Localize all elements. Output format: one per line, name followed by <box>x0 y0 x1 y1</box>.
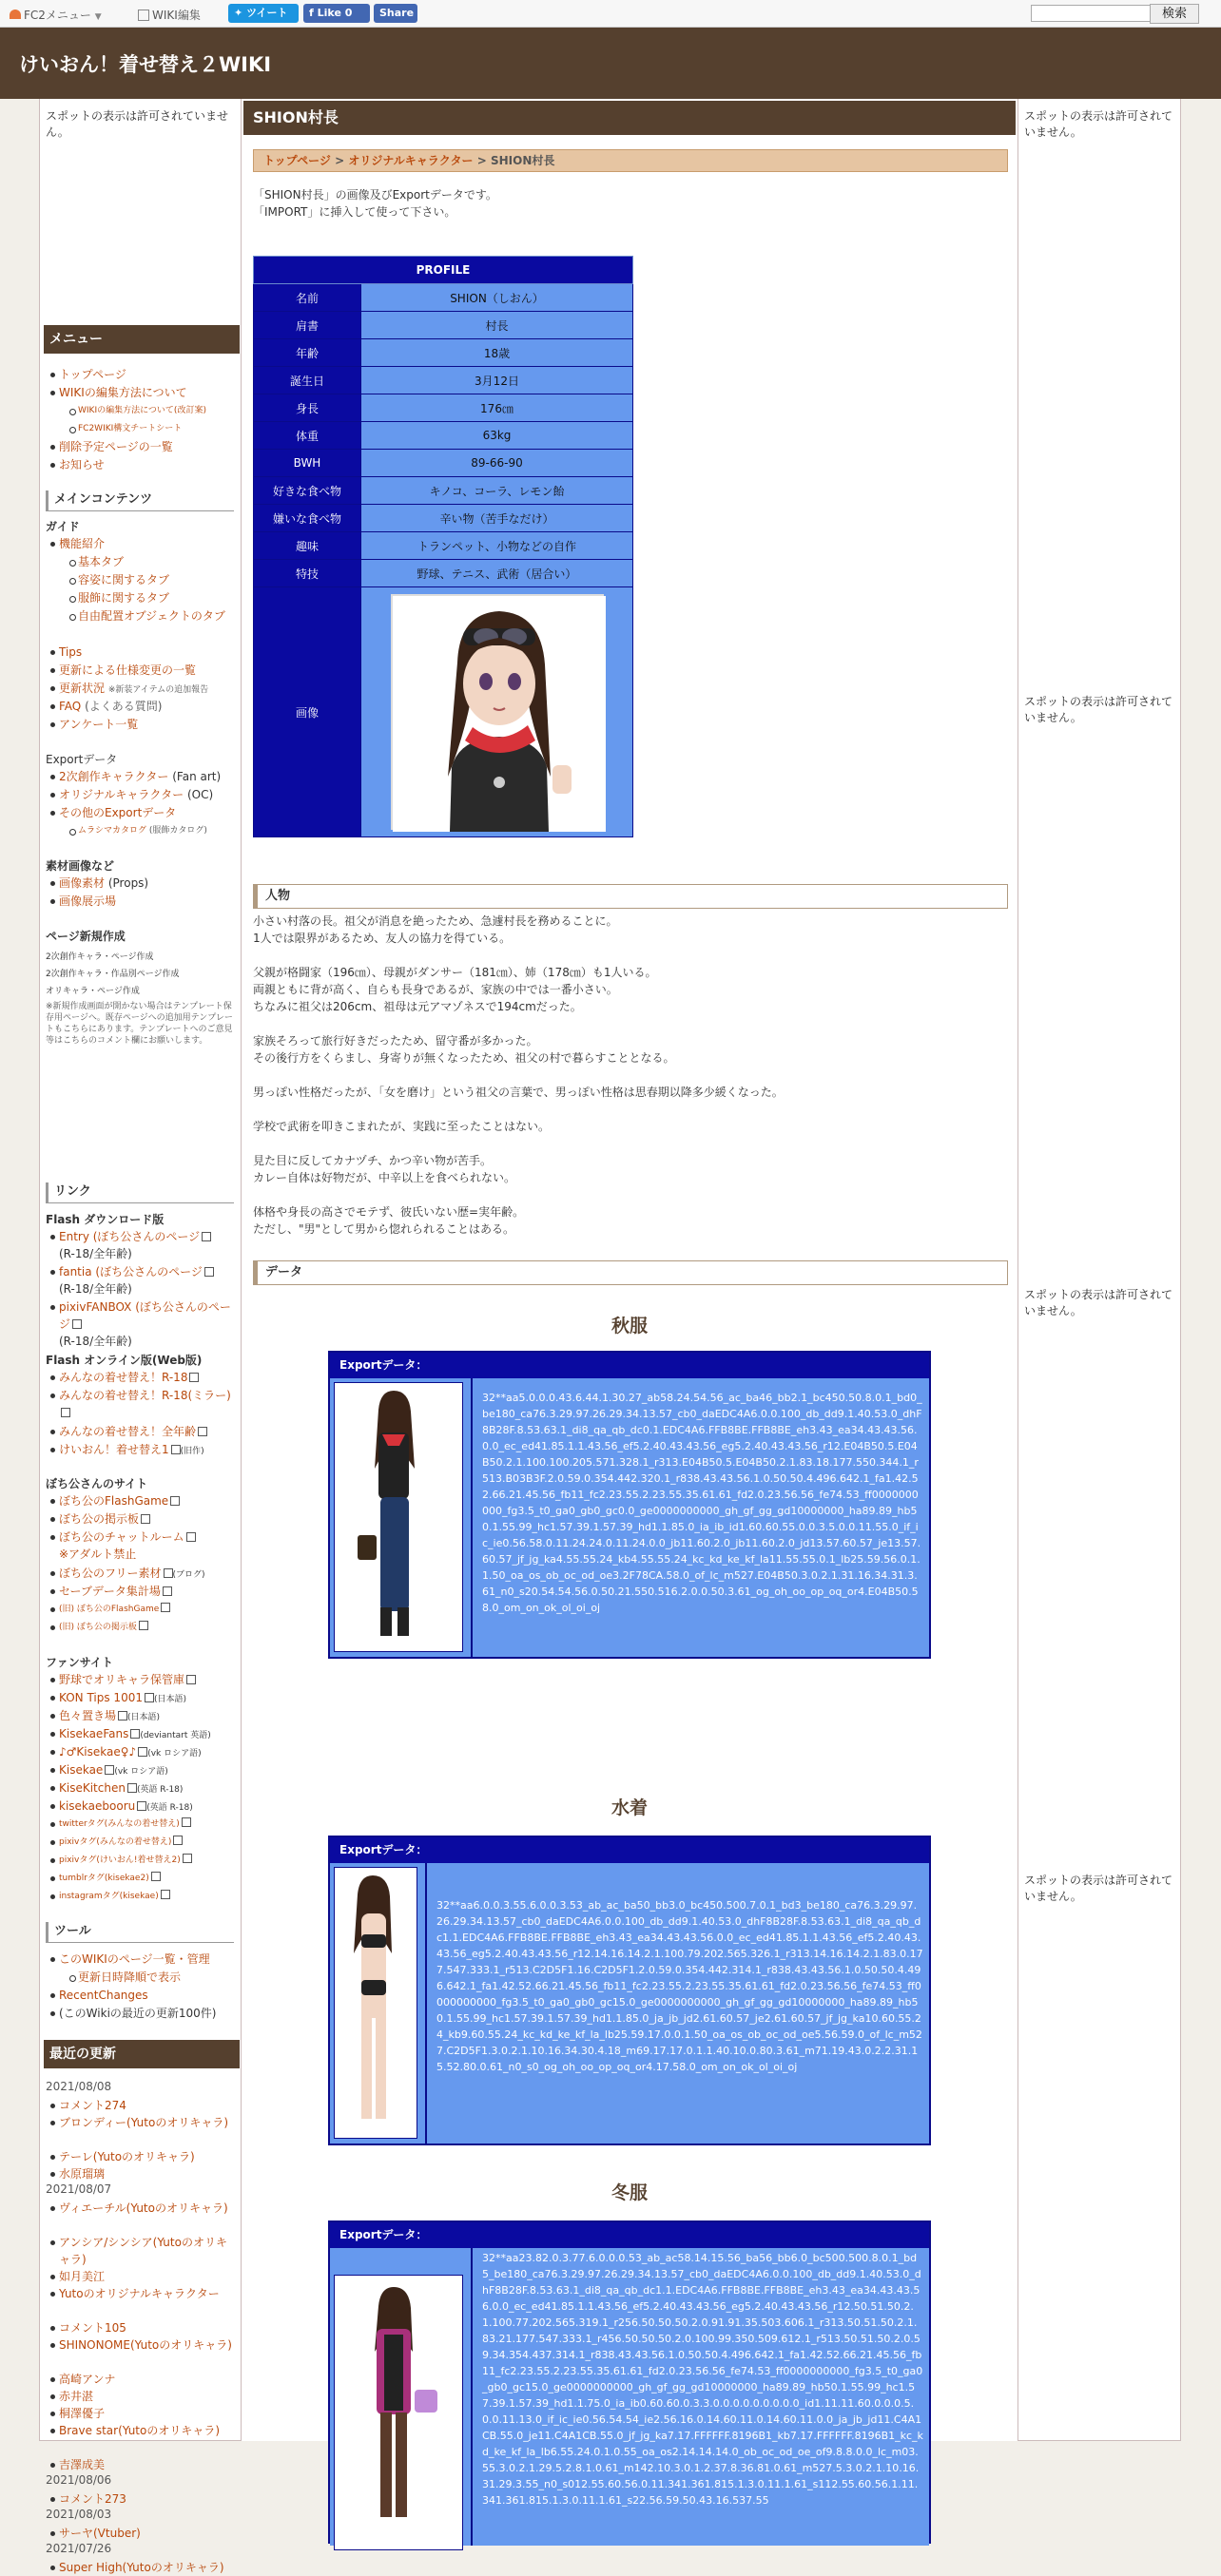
profile-value: キノコ、コーラ、レモン飴 <box>361 477 633 505</box>
profile-row <box>254 532 633 560</box>
menu-subitem-cheatsheet[interactable]: FC2WIKI構文チートシート <box>78 420 240 437</box>
link-fansite-kisekaebooru[interactable]: kisekaebooru (英語 R-18) <box>59 1797 236 1817</box>
link-fansite-kon-tips[interactable]: KON Tips 1001 (日本語) <box>59 1689 236 1708</box>
person-description <box>253 913 1004 1238</box>
profile-value: 辛い物（苦手なだけ） <box>361 505 633 532</box>
menu-item-news[interactable]: お知らせ <box>59 456 236 473</box>
profile-image-cell <box>361 587 633 837</box>
external-link-icon <box>198 1427 207 1436</box>
link-minna-r18-mirror[interactable]: みんなの着せ替え！R-18(ミラー) <box>59 1387 236 1421</box>
recent-date: 2021/08/03 <box>46 2508 112 2521</box>
person-line <box>253 1135 1004 1152</box>
export-label: Exportデータ： <box>339 1358 428 1372</box>
profile-title: PROFILE <box>254 257 633 284</box>
person-line: ちなみに祖父は206cm、祖母は元アマゾネスで194cmだった。 <box>253 1000 582 1013</box>
link-old-bbs[interactable]: (旧) ぼち公の掲示板 <box>59 1619 236 1636</box>
person-line: 家族そろって旅行好きだったため、留守番が多かった。 <box>253 1034 538 1048</box>
person-line: 両親ともに背が高く、自らも長身であるが、家族の中では一番小さい。 <box>253 983 618 996</box>
profile-key: 名前 <box>254 284 361 312</box>
ad-spot-placeholder: スポットの表示は許可されていません。 <box>1024 109 1173 139</box>
link-old-flashgame[interactable]: (旧) ぼち公のFlashGame <box>59 1601 236 1618</box>
recent-item[interactable]: 如月美江 <box>59 2268 236 2285</box>
link-minna-r18[interactable]: みんなの着せ替え！R-18 <box>59 1369 236 1386</box>
menu-subitem-face-tab[interactable]: 容姿に関するタブ <box>78 571 240 588</box>
link-bochi-chat[interactable]: ぼち公のチャットルーム ※アダルト禁止 <box>59 1528 236 1563</box>
tool-page-list[interactable]: このWIKIのページ一覧・管理 <box>59 1951 236 1968</box>
export-title-winter: 冬服 <box>610 2182 648 2203</box>
link-save-data[interactable]: セーブデータ集計場 <box>59 1583 236 1600</box>
profile-key: BWH <box>254 450 361 477</box>
link-fansite-iroiro[interactable]: 色々置き場 (日本語) <box>59 1707 236 1726</box>
external-link-icon <box>139 1621 148 1630</box>
person-line <box>253 1067 1004 1084</box>
menu-subitem-basic-tab[interactable]: 基本タブ <box>78 553 240 570</box>
link-fantia[interactable]: fantia (ぼち公さんのページ (R-18/全年齢) <box>59 1263 236 1298</box>
export-row <box>330 2248 929 2546</box>
recent-item[interactable]: 水原瑠璃 <box>59 2165 236 2182</box>
export-row <box>330 1378 929 1657</box>
export-heading: Exportデータ <box>46 753 118 766</box>
profile-value: 村長 <box>361 312 633 339</box>
profile-row <box>254 339 633 367</box>
outfit-autumn-image <box>335 1383 462 1651</box>
external-link-icon <box>186 1532 196 1542</box>
page-title: SHION村長 <box>243 101 1016 135</box>
ad-spot-placeholder: スポットの表示は許可されていません。 <box>46 109 229 139</box>
link-keion-1[interactable]: けいおん！着せ替え1 (旧作) <box>59 1441 236 1460</box>
menu-item-tips[interactable]: Tips <box>59 644 236 661</box>
profile-row <box>254 394 633 422</box>
recent-item[interactable]: 吉澤成美 <box>59 2456 236 2473</box>
recent-item[interactable]: 桐澤優子 <box>59 2405 236 2422</box>
profile-key: 肩書 <box>254 312 361 339</box>
recent-item[interactable]: コメント273 <box>59 2490 236 2508</box>
link-minna-all-ages[interactable]: みんなの着せ替え！全年齢 <box>59 1423 236 1440</box>
profile-key: 特技 <box>254 560 361 587</box>
export-divider <box>471 1378 473 1657</box>
profile-key: 嫌いな食べ物 <box>254 505 361 532</box>
external-link-icon <box>202 1232 211 1241</box>
menu-heading: メニュー <box>44 325 240 354</box>
profile-value: 63kg <box>361 422 633 450</box>
menu-item-top[interactable]: トップページ <box>59 366 236 383</box>
link-fansite-kisekae[interactable]: Kisekae (vk ロシア語) <box>59 1761 236 1780</box>
person-line <box>253 1186 1004 1203</box>
export-code-winter[interactable]: 32**aa23.82.0.3.77.6.0.0.0.53_ab_ac58.14.15.56_ba56_bb6.0_bc500.500.8.0.1_bd5_be180_ca76.3.29.97.26.29.34.13.57_cb0_daEDC4A6.0.0.100_db_dd9.1.40.53.0_dhF8B28F.8.53.63.1_di8_qa_qb_dc1.1.EDC4A6.FFB8BE.FFB8BE_eh3.43_ea34.43.43.56.0.0_ec_ed41.85.1.1.43.56_ef5.2.40.43.43.56_eg5.2.40.43.43.56_r12.50.51.50.2.1.100.77.202.565.319.1_r256.50.50.50.2.0.91.91.35.503.606.1_r313.50.51.50.2.1.83.21.177.547.333.1_r456.50.50.50.2.0.100.99.350.509.612.1_r513.50.51.50.2.0.59.34.354.437.314.1_r838.43.43.56.1.0.50.50.4.496.642.1_fa1.42.52.66.21.45.56_fb11_fc2.23.55.2.23.55.35.61.61_fd2.0.23.56.56_fe74.53_ff0000000000_fg3.5_t0_ga0_gb0_gc15.0_ge0000000000_gh_gf_gg_gd10000000_ha89.89_hb50.1.55.99_hc1.57.39.1.57.39_hd1.1.75.0_ia_ib0.60.60.0.3.3.0.0.0.0.0.0.0.0.0_id1.11.11.60.0.0.0.5.0.0.11.13.0_if_ic_ie0.56.54.54_ie2.56.16.0.14.60.11.0.14.60.11.0.0_ja_jb_jd11.C4A1CB.55.0_je11.C4A1CB.55.0_jf_jg_ka7.17.FFFFFF.8196B1_kb7.17.FFFFFF.8196B1_kc_kd_ke_kf_la_lb6.55.24.0.1.0.55_oa_os2.14.14.14.0_ob_oc_od_oe_of9.8.8.0.0_lc_m03.55.3.0.2.1.29.5.2.8.1.0.61_m142.10.3.0.1.2.37.8.36.81.0.61_m527.5.3.0.2.1.10.16.31.29.3.55_n0_s012.55.60.56.0.11.341.361.815.1.3.0.11.1.61_s112.55.60.56.1.11.341.361.815.1.3.0.11.1.61_s22.56.59.50.43.16.537.55 <box>482 2252 923 2507</box>
left-sidebar <box>39 99 242 2574</box>
menu-subitem-clothes-tab[interactable]: 服飾に関するタブ <box>78 589 240 606</box>
fc2-menu-button[interactable]: FC2メニュー ▼ <box>10 7 102 23</box>
new-page-note: ※新規作成画面が開かない場合はテンプレート保存用ページへ。既存ページへの追加用テンプレートもこちらにあります。テンプレートへのご意見等はこちらのコメント欄にお願いします。 <box>46 1002 233 1046</box>
breadcrumb-oc[interactable]: オリジナルキャラクター <box>348 154 474 167</box>
external-link-icon <box>204 1267 214 1277</box>
export-code-autumn[interactable]: 32**aa5.0.0.0.43.6.44.1.30.27_ab58.24.54.56_ac_ba46_bb2.1_bc450.50.8.0.1_bd0_be180_ca76.3.29.97.26.29.34.13.57_cb0_daEDC4A6.0.0.100_db_dd9.1.40.53.0_dhF8B28F.8.53.63.1_di8_qa_qb_dc0.1.EDC4A6.FFB8BE.FFB8BE_eh3.43_ea34.43.43.56.0.0_ec_ed41.85.1.1.43.56_ef5.2.40.43.43.56_eg5.2.40.43.43.56_r12.E04B50.5.E04B50.2.1.100.100.205.571.328.1_r313.E04B50.5.E04B50.2.1.83.18.177.550.344.1_r513.B03B3F.2.0.59.0.354.442.320.1_r838.43.43.56.1.0.50.50.4.496.642.1_fa1.42.52.66.21.45.56_fb11_fc2.23.55.2.23.55.35.61.61_fd2.0.23.56.56_fe74.53_ff0000000000_fg3.5_t0_ga0_gb0_gc0.0_ge0000000000_gh_gf_gg_gd10000000_ha89.89_hb50.1.55.99_hc1.57.39.1.57.39_hd1.1.85.0_ia_ib_id1.60.60.55.0.0.3.5.0.0.11.55.0_if_ic_ie0.56.58.0.11.24.24.0.11.24.0.0_jb11.60.2.0_jb11.60.2.0_jd13.57.60.57_je13.57.60.57_jf_jg_ka4.55.55.24_kb4.55.55.24_kc_kd_ke_kf_la11.55.55.0.1_lb25.59.56.0.1.1.50_oa_os_ob_oc_od_oe3.2F78CA.58.0_of_lc_m527.E04B50.3.0.2.1.31.16.34.31.3.61_n0_s20.54.54.56.0.50.21.550.516.2.0.0.50.3.61_og_oh_oo_op_oq_or4.E04B50.58.0_om_on_ok_ol_oi_oj <box>482 1392 922 1614</box>
profile-value: 野球、テニス、武術（居合い） <box>361 560 633 587</box>
external-link-icon <box>163 1586 172 1596</box>
profile-row <box>254 367 633 394</box>
ad-spot-placeholder: スポットの表示は許可されていません。 <box>1024 1288 1173 1317</box>
link-twitter-tag[interactable]: twitterタグ(みんなの着せ替え) <box>59 1816 236 1833</box>
recent-item[interactable]: SHINONOME(Yutoのオリキャラ) <box>59 2336 236 2354</box>
profile-value: 176㎝ <box>361 394 633 422</box>
site-header <box>0 28 1221 99</box>
new-page-heading: ページ新規作成 <box>46 930 126 943</box>
menu-item-delete-list[interactable]: 削除予定ページの一覧 <box>59 438 236 455</box>
link-pixiv-tag-keion[interactable]: pixivタグ(けいおん!着せ替え2) <box>59 1852 236 1869</box>
export-box-swimsuit <box>328 1836 931 2145</box>
thumbs-up-icon: f <box>309 7 314 19</box>
profile-key: 身長 <box>254 394 361 422</box>
profile-key-image: 画像 <box>254 587 361 837</box>
recent-item[interactable]: ヴィエーチル(Yutoのオリキャラ) <box>59 2200 236 2217</box>
export-code-swimsuit[interactable]: 32**aa6.0.0.3.55.6.0.0.3.53_ab_ac_ba50_bb3.0_bc450.500.7.0.1_bd3_be180_ca76.3.29.97.26.29.34.13.57_cb0_daEDC4A6.0.0.100_db_dd9.1.40.53.0_dhF8B28F.8.53.63.1_di8_qa_qb_dc1.1.EDC4A6.FFB8BE.FFB8BE_eh3.43_ea34.43.43.56.0.0_ec_ed41.85.1.1.43.56_ef5.2.40.43.43.56_eg5.2.40.43.43.56_r12.14.16.14.2.1.100.79.202.565.326.1_r313.14.16.14.2.1.83.0.177.547.333.1_r513.C2D5F1.16.C2D5F1.2.0.59.0.354.442.314.1_r838.43.43.56.1.0.50.50.4.496.642.1_fa1.42.52.66.21.45.56_fb11_fc2.23.55.2.23.55.35.61.61_fd2.0.23.56.56_fe74.53_ff0000000000_fg3.5_t0_ga0_gb0_gc15.0_ge0000000000_gh_gf_gg_gd10000000_ha89.89_hb50.1.55.99_hc1.57.39.1.57.39_hd1.1.85.0_ja_jb_jd2.61.60.57_je2.61.60.57_jf_jg_ka10.60.55.24_kb9.60.55.24_kc_kd_ke_kf_la_lb25.59.17.0.0.1.50_oa_os_ob_oc_od_oe5.56.59.0_of_lc_m527.C2D5F1.3.0.2.1.10.16.34.30.4.18_m69.17.17.0.1.1.40.10.0.80.3.61_m71.19.43.0.2.2.31.15.52.80.0.61_n0_s0_og_oh_oo_op_oq_or4.17.58.0_om_on_ok_ol_oi_oj <box>436 1899 923 2073</box>
breadcrumb-current: SHION村長 <box>490 154 555 167</box>
recent-updates-heading: 最近の更新 <box>44 2040 240 2068</box>
profile-row <box>254 284 633 312</box>
recent-date: 2021/08/07 <box>46 2182 112 2196</box>
menu-subitem-edit-revision[interactable]: WIKIの編集方法について(改訂案) <box>78 402 240 419</box>
export-image-winter <box>334 2275 463 2550</box>
character-portrait-image <box>393 596 606 832</box>
flash-download-heading: Flash ダウンロード版 <box>46 1213 165 1226</box>
tools-heading: ツール <box>46 1922 234 1943</box>
external-link-icon <box>137 1801 146 1811</box>
profile-row <box>254 312 633 339</box>
profile-value: 3月12日 <box>361 367 633 394</box>
profile-key: 趣味 <box>254 532 361 560</box>
tool-sort-updated[interactable]: 更新日時降順で表示 <box>78 1969 240 1986</box>
intro-line-2: 「IMPORT」に挿入して使って下さい。 <box>253 205 456 219</box>
external-link-icon <box>171 1445 181 1454</box>
fc2-logo-icon <box>10 10 21 19</box>
search-button[interactable]: 検索 <box>1150 4 1199 24</box>
export-title-swimsuit: 水着 <box>610 1797 648 1818</box>
person-line: 体格や身長の高さでモテず、彼氏いない歴=実年齢。 <box>253 1205 525 1219</box>
new-page-oc-link[interactable]: オリキャラ・ページ作成 <box>46 987 140 996</box>
link-fansite-kisekitchen[interactable]: KiseKitchen (英語 R-18) <box>59 1779 236 1798</box>
recent-date: 2021/08/06 <box>46 2473 112 2487</box>
main-content <box>242 99 1018 2507</box>
material-heading: 素材画像など <box>46 859 115 873</box>
profile-key: 体重 <box>254 422 361 450</box>
external-link-icon <box>161 1890 170 1899</box>
link-pixiv-tag-minna[interactable]: pixivタグ(みんなの着せ替え) <box>59 1834 236 1851</box>
flash-online-heading: Flash オンライン版(Web版) <box>46 1354 203 1367</box>
external-link-icon <box>105 1765 114 1775</box>
person-line: 男っぽい性格だったが、「女を磨け」という祖父の言葉で、男っぽい性格は思春期以降多少緩くなった。 <box>253 1086 784 1099</box>
recent-item[interactable]: コメント105 <box>59 2319 236 2336</box>
export-title-autumn: 秋服 <box>610 1316 648 1336</box>
profile-key: 誕生日 <box>254 367 361 394</box>
recent-item[interactable]: Super High(Yutoのオリキャラ) <box>59 2559 236 2576</box>
export-image-swimsuit <box>334 1867 417 2139</box>
link-pixivfanbox[interactable]: pixivFANBOX (ぼち公さんのページ (R-18/全年齢) <box>59 1298 236 1350</box>
profile-value: 18歳 <box>361 339 633 367</box>
export-row <box>330 1863 929 2143</box>
external-link-icon <box>145 1693 154 1702</box>
person-heading: 人物 <box>253 884 1008 909</box>
site-title[interactable]: けいおん！着せ替え２WIKI <box>19 53 272 76</box>
profile-value: トランペット、小物などの自作 <box>361 532 633 560</box>
external-link-icon <box>138 1747 147 1757</box>
recent-date: 2021/07/26 <box>46 2542 112 2555</box>
external-link-icon <box>141 1514 150 1524</box>
person-line <box>253 947 1004 964</box>
export-box-autumn <box>328 1351 931 1659</box>
ad-spot-placeholder: スポットの表示は許可されていません。 <box>1024 1874 1173 1903</box>
recent-item[interactable]: 赤井湛 <box>59 2388 236 2405</box>
external-link-icon <box>182 1817 191 1827</box>
intro-line-1: 「SHION村長」の画像及びExportデータです。 <box>253 188 497 202</box>
menu-item-features[interactable]: 機能紹介 <box>59 535 236 552</box>
person-line: カレー自体は好物だが、中辛以上を食べられない。 <box>253 1171 516 1184</box>
person-line <box>253 1015 1004 1032</box>
twitter-bird-icon: ✦ <box>234 7 243 19</box>
ad-spot-placeholder: スポットの表示は許可されていません。 <box>1024 695 1173 724</box>
menu-item-fanart[interactable]: 2次創作キャラクター (Fan art) <box>59 768 236 785</box>
tweet-button[interactable]: ✦ ツイート <box>228 4 299 23</box>
pencil-icon <box>138 10 149 21</box>
menu-item-update-list[interactable]: 更新による仕様変更の一覧 <box>59 662 236 679</box>
profile-key: 好きな食べ物 <box>254 477 361 505</box>
export-label: Exportデータ： <box>339 1843 428 1856</box>
facebook-share-button[interactable]: Share <box>374 4 417 23</box>
person-line <box>253 1101 1004 1118</box>
caret-down-icon: ▼ <box>94 12 102 22</box>
profile-value: SHION（しおん） <box>361 284 633 312</box>
outfit-winter-image <box>335 2276 462 2549</box>
external-link-icon <box>118 1711 127 1721</box>
character-portrait <box>391 594 604 830</box>
person-line: 1人では限界があるため、友人の協力を得ている。 <box>253 932 512 945</box>
link-tumblr-tag[interactable]: tumblrタグ(kisekae2) <box>59 1870 236 1887</box>
link-fansite-kisekaefans[interactable]: KisekaeFans (deviantart 英語) <box>59 1725 236 1744</box>
person-line: 小さい村落の長。祖父が消息を絶ったため、急遽村長を務めることに。 <box>253 914 618 928</box>
export-label: Exportデータ： <box>339 2228 428 2241</box>
external-link-icon <box>161 1603 170 1612</box>
recent-item[interactable]: Yutoのオリジナルキャラクター <box>59 2285 236 2302</box>
export-image-autumn <box>334 1382 463 1652</box>
wiki-edit-button[interactable]: WIKI編集 <box>138 7 201 23</box>
link-bochi-free-material[interactable]: ぼち公のフリー素材 (ブログ) <box>59 1565 236 1584</box>
menu-item-gallery[interactable]: 画像展示場 <box>59 893 236 910</box>
tool-recentchanges[interactable]: RecentChanges <box>59 1987 236 2004</box>
external-link-icon <box>72 1319 82 1329</box>
breadcrumb: トップページ > オリジナルキャラクター > SHION村長 <box>253 149 1008 172</box>
menu-item-faq[interactable]: FAQ (よくある質問) <box>59 698 236 715</box>
recent-item[interactable]: アンシア/シンシア(Yutoのオリキャラ) <box>59 2234 236 2268</box>
link-entry[interactable]: Entry (ぼち公さんのページ (R-18/全年齢) <box>59 1228 236 1262</box>
profile-table <box>253 256 633 837</box>
export-box-winter <box>328 2220 931 2544</box>
bochi-heading: ぼち公さんのサイト <box>46 1477 148 1490</box>
profile-row <box>254 505 633 532</box>
main-contents-heading: メインコンテンツ <box>46 490 234 511</box>
recent-item[interactable]: テーレ(Yutoのオリキャラ) <box>59 2148 236 2165</box>
profile-row <box>254 450 633 477</box>
profile-key: 年齢 <box>254 339 361 367</box>
profile-row <box>254 477 633 505</box>
person-line: 学校で武術を叩きこまれたが、実践に至ったことはない。 <box>253 1120 551 1133</box>
facebook-like-button[interactable]: f Like 0 <box>303 4 370 23</box>
person-line: 父親が格闘家（196㎝）、母親がダンサー（181㎝）、姉（178㎝）も1人いる。 <box>253 966 657 979</box>
links-heading: リンク <box>46 1182 234 1203</box>
recent-item[interactable]: サーヤ(Vtuber) <box>59 2525 236 2542</box>
link-instagram-tag[interactable]: instagramタグ(kisekae) <box>59 1888 236 1905</box>
breadcrumb-top[interactable]: トップページ <box>263 154 331 167</box>
link-fansite-kisekae-vk[interactable]: ♪♂Kisekae♀♪ (vk ロシア語) <box>59 1743 236 1762</box>
external-link-icon <box>151 1872 161 1881</box>
external-link-icon <box>130 1729 140 1739</box>
external-link-icon <box>183 1854 192 1863</box>
external-link-icon <box>186 1675 196 1684</box>
fc2-toolbar <box>0 0 1221 28</box>
recent-item[interactable]: ブロンディー(Yutoのオリキャラ) <box>59 2114 236 2131</box>
tool-recentchanges-note: (このWikiの最近の更新100件) <box>59 2005 236 2022</box>
recent-date: 2021/08/08 <box>46 2080 112 2093</box>
menu-subitem-catalog[interactable]: ムラシマカタログ (服飾カタログ) <box>78 822 240 839</box>
menu-item-survey[interactable]: アンケート一覧 <box>59 716 236 733</box>
recent-item[interactable]: Brave star(Yutoのオリキャラ) <box>59 2422 236 2439</box>
guide-heading: ガイド <box>46 520 80 533</box>
external-link-icon <box>127 1783 137 1793</box>
recent-item[interactable]: コメント274 <box>59 2097 236 2114</box>
data-heading: データ <box>253 1260 1008 1285</box>
person-line: ただし、"男"として男から惚れられることはある。 <box>253 1222 515 1236</box>
new-page-fanart-link[interactable]: 2次創作キャラ・ページ作成 <box>46 952 154 962</box>
person-line: 見た目に反してカナヅチ、かつ辛い物が苦手。 <box>253 1154 493 1167</box>
recent-item[interactable]: 高崎アンナ <box>59 2371 236 2388</box>
right-sidebar <box>1018 99 1181 2441</box>
external-link-icon <box>164 1568 173 1578</box>
menu-item-other-export[interactable]: その他のExportデータ <box>59 804 236 821</box>
link-bochi-bbs[interactable]: ぼち公の掲示板 <box>59 1510 236 1528</box>
external-link-icon <box>173 1836 183 1845</box>
link-bochi-flashgame[interactable]: ぼち公のFlashGame <box>59 1492 236 1509</box>
export-divider <box>425 1863 427 2143</box>
menu-item-wiki-edit[interactable]: WIKIの編集方法について <box>59 384 236 401</box>
profile-value: 89-66-90 <box>361 450 633 477</box>
menu-item-update-status[interactable]: 更新状況 ※新装アイテムの追加報告 <box>59 680 236 699</box>
fansite-heading: ファンサイト <box>46 1656 113 1669</box>
menu-item-oc[interactable]: オリジナルキャラクター (OC) <box>59 786 236 803</box>
external-link-icon <box>170 1496 180 1506</box>
external-link-icon <box>61 1408 70 1417</box>
link-fansite-baseball[interactable]: 野球でオリキャラ保管庫 <box>59 1671 236 1688</box>
profile-row <box>254 422 633 450</box>
person-line: その後行方をくらまし、身寄りが無くなったため、祖父の村で暮らすこととなる。 <box>253 1051 675 1065</box>
menu-item-props[interactable]: 画像素材 (Props) <box>59 875 236 892</box>
new-page-fanart-work-link[interactable]: 2次創作キャラ・作品別ページ作成 <box>46 970 180 979</box>
profile-row <box>254 560 633 587</box>
external-link-icon <box>189 1373 199 1382</box>
export-divider <box>471 2248 473 2546</box>
outfit-swimsuit-image <box>335 1868 417 2138</box>
menu-subitem-free-object-tab[interactable]: 自由配置オブジェクトのタブ <box>78 607 240 625</box>
